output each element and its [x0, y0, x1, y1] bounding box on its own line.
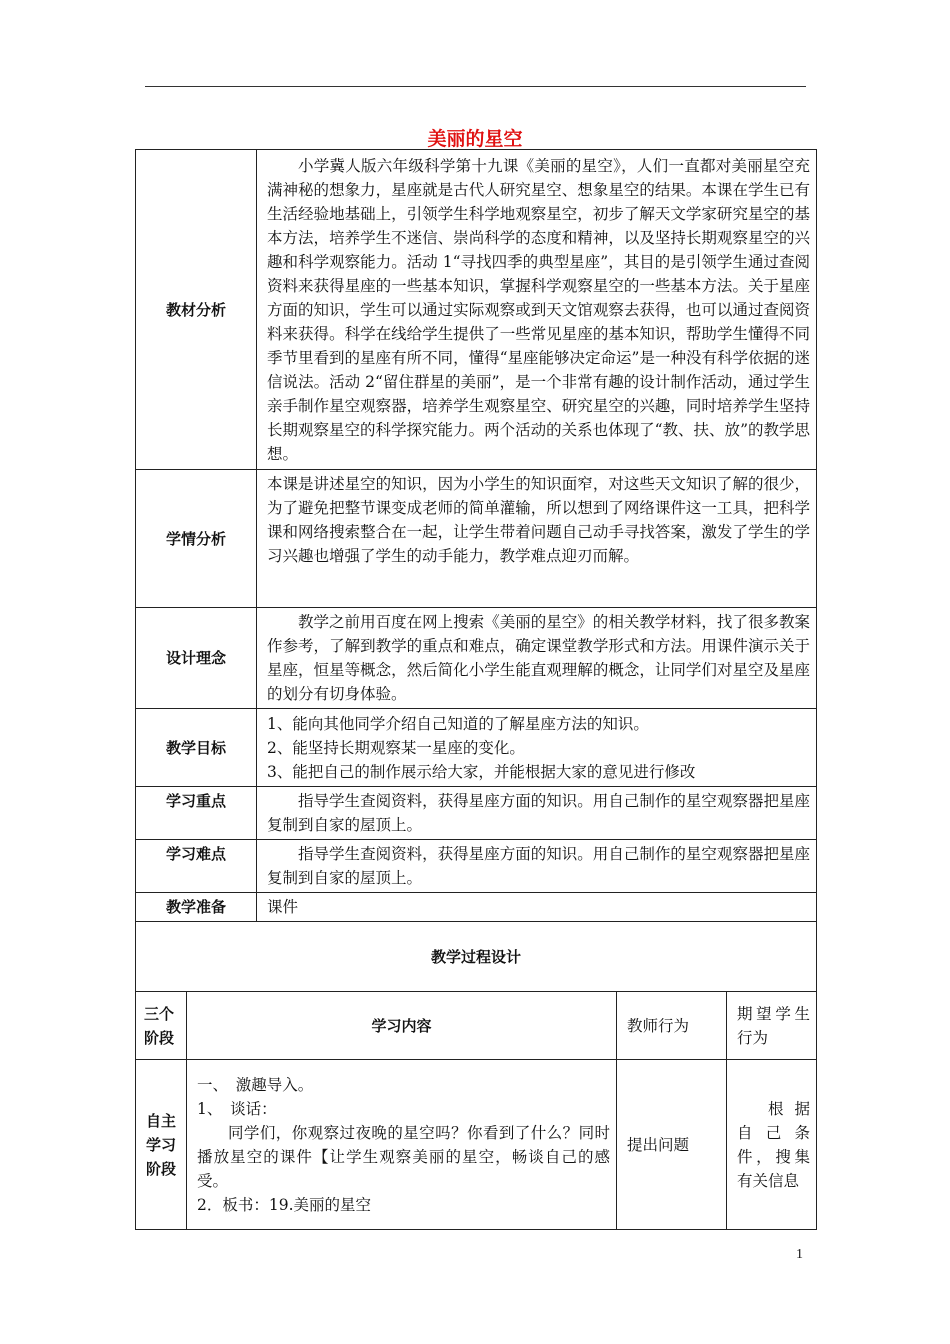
- content-line: 一、 激趣导入。: [197, 1075, 314, 1094]
- row-process-header: [136, 992, 817, 1060]
- process-heading: 教学过程设计: [136, 922, 817, 992]
- row-textbook-analysis: [136, 150, 817, 470]
- row-text: 本课是讲述星空的知识，因为小学生的知识面窄，对这些天文知识了解的很少，为了避免把整节课变成老师的简单灌输，所以想到了网络课件这一工具，把科学课和网络搜索整合在一起，让学生带着问题自己动手寻找答案，激发了学生的学习兴趣也增强了学生的动手能力，教学难点迎刃而解。: [257, 470, 817, 608]
- goal-line: 3、能把自己的制作展示给大家，并能根据大家的意见进行修改: [267, 762, 696, 781]
- row-label: 教学准备: [136, 893, 257, 922]
- row-teaching-goals: [136, 709, 817, 787]
- row-label: 教材分析: [136, 150, 257, 470]
- row-design-concept: [136, 608, 817, 709]
- col-student-header: 期望学生行为: [727, 992, 817, 1060]
- row-preparation: [136, 893, 817, 922]
- row-text: 教学之前用百度在网上搜索《美丽的星空》的相关教学材料，找了很多教案作参考，了解到教学的重点和难点，确定课堂教学形式和方法。用课件演示关于星座，恒星等概念，然后简化小学生能直观理解的概念，让同学们对星空及星座的划分有切身体验。: [257, 608, 817, 709]
- stage-content: [187, 1060, 617, 1230]
- stage-label: 自主学习阶段: [136, 1060, 187, 1230]
- row-difficulties: [136, 840, 817, 893]
- lesson-plan-table: [135, 149, 817, 1230]
- content-line: 1、 谈话：: [197, 1099, 277, 1118]
- row-label: 学习重点: [136, 787, 257, 840]
- col-stage-header: 三个阶段: [136, 992, 187, 1060]
- row-key-points: [136, 787, 817, 840]
- content-line: 同学们，你观察过夜晚的星空吗？你看到了什么？同时播放星空的课件【让学生观察美丽的星空，畅谈自己的感受。: [197, 1123, 611, 1190]
- row-text: [257, 709, 817, 787]
- row-text: 指导学生查阅资料，获得星座方面的知识。用自己制作的星空观察器把星座复制到自家的屋顶上。: [257, 787, 817, 840]
- teacher-action: 提出问题: [617, 1060, 727, 1230]
- row-text: 小学冀人版六年级科学第十九课《美丽的星空》，人们一直都对美丽星空充满神秘的想象力，星座就是古代人研究星空、想象星空的结果。本课在学生已有生活经验地基础上，引领学生科学地观察星空，初步了解天文学家研究星空的基本方法，培养学生不迷信、崇尚科学的态度和精神，以及坚持长期观察星空的兴趣和科学观察能力。活动 1“寻找四季的典型星座”，其目的是引领学生通过查阅资料来获得星座的一些基本知识，掌握科学观察星空的一些基本方法。关于星座方面的知识，学生可以通过实际观察或到天文馆观察去获得，也可以通过查阅资料来获得。科学在线给学生提供了一些常见星座的基本知识，帮助学生懂得不同季节里看到的星座有所不同，懂得“星座能够决定命运”是一种没有科学依据的迷信说法。活动 2“留住群星的美丽”，是一个非常有趣的设计制作活动，通过学生亲手制作星空观察器，培养学生观察星空、研究星空的兴趣，同时培养学生坚持长期观察星空的科学探究能力。两个活动的关系也体现了“教、扶、放”的教学思想。: [257, 150, 817, 470]
- row-process-heading: [136, 922, 817, 992]
- goal-line: 1、能向其他同学介绍自己知道的了解星座方法的知识。: [267, 714, 649, 733]
- header-rule: [145, 86, 806, 87]
- col-content-header: 学习内容: [187, 992, 617, 1060]
- row-label: 设计理念: [136, 608, 257, 709]
- row-label: 教学目标: [136, 709, 257, 787]
- row-student-analysis: [136, 470, 817, 608]
- col-teacher-header: 教师行为: [617, 992, 727, 1060]
- student-action: 根据自己条件，搜集有关信息: [727, 1060, 817, 1230]
- goal-line: 2、能坚持长期观察某一星座的变化。: [267, 738, 525, 757]
- document-title: 美丽的星空: [427, 128, 523, 150]
- row-text: 课件: [257, 893, 817, 922]
- row-label: 学习难点: [136, 840, 257, 893]
- row-label: 学情分析: [136, 470, 257, 608]
- page-number: 1: [796, 1247, 803, 1262]
- row-stage-self-study: [136, 1060, 817, 1230]
- content-line: 2．板书：19.美丽的星空: [197, 1195, 372, 1214]
- row-text: 指导学生查阅资料，获得星座方面的知识。用自己制作的星空观察器把星座复制到自家的屋顶上。: [257, 840, 817, 893]
